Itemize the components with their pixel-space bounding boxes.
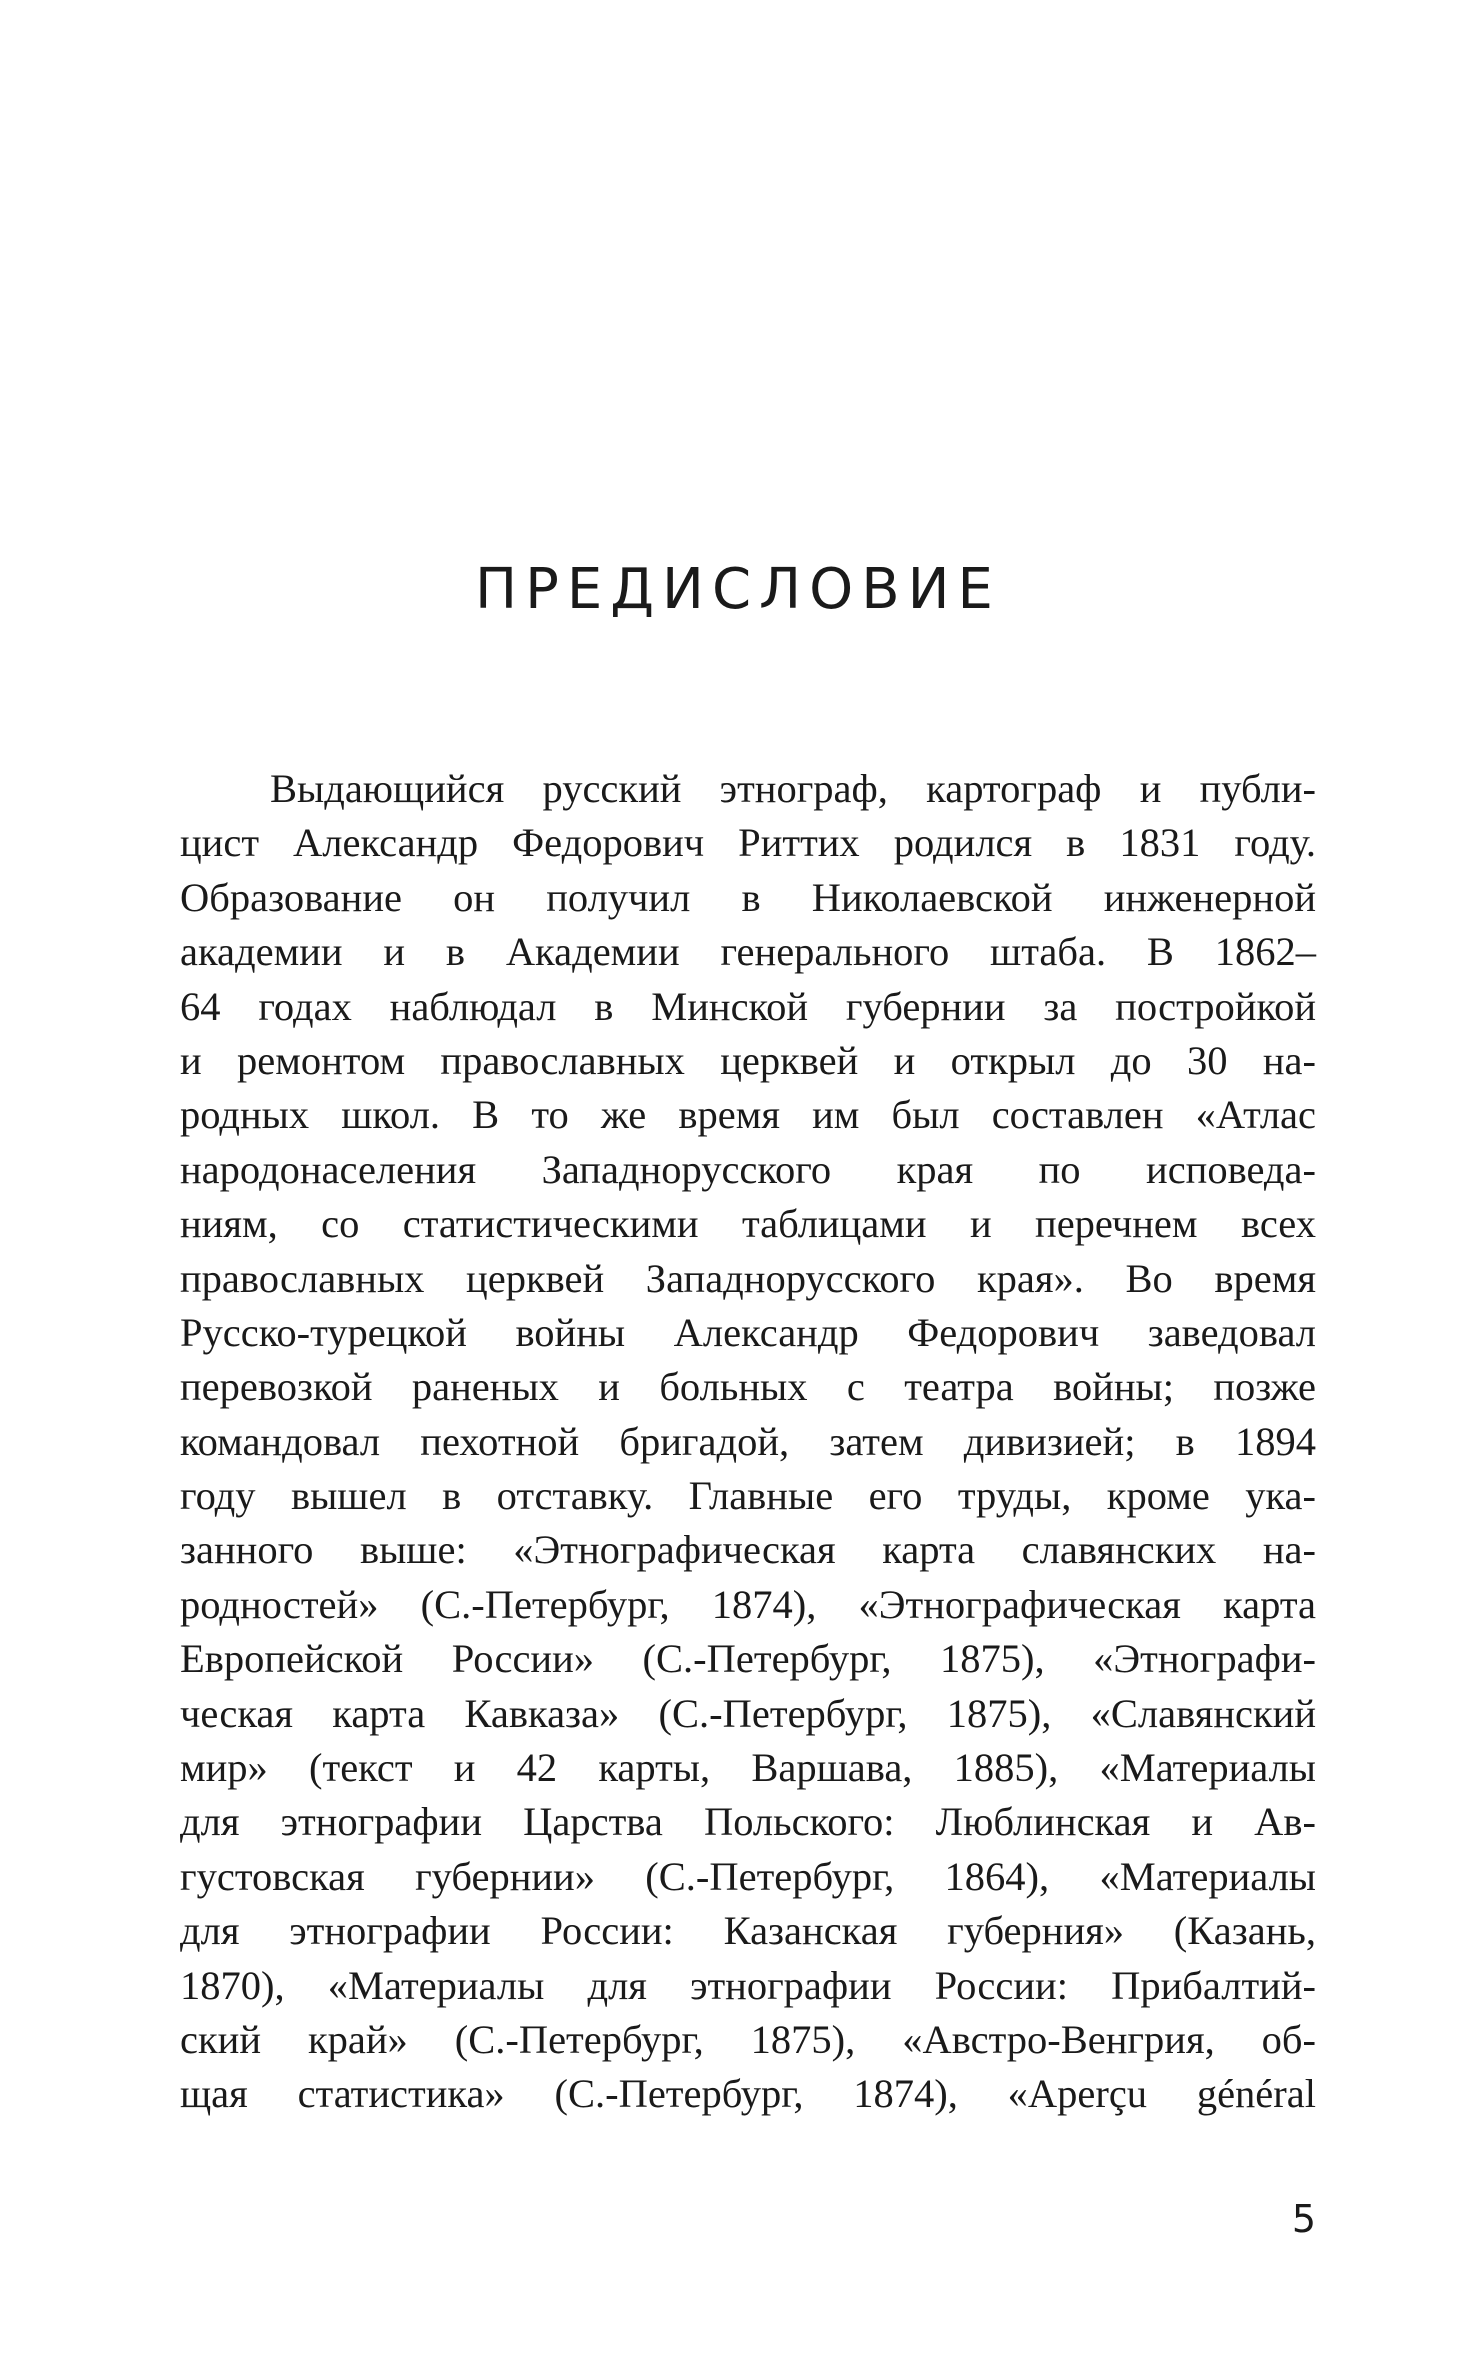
- text-line: Образование он получил в Николаевской инженерной: [180, 874, 1316, 920]
- text-line: 64 годах наблюдал в Минской губернии за постройкой: [180, 983, 1316, 1029]
- text-line: ческая карта Кавказа» (С.-Петербург, 1875), «Славянский: [180, 1690, 1316, 1736]
- text-line: для этнографии Царства Польского: Люблинская и Ав-: [180, 1799, 1316, 1845]
- text-line: мир» (текст и 42 карты, Варшава, 1885), «Материалы: [180, 1745, 1316, 1791]
- text-line: ниям, со статистическими таблицами и перечнем всех: [180, 1201, 1316, 1247]
- text-line: родных школ. В то же время им был составлен «Атлас: [180, 1092, 1316, 1138]
- text-line: году вышел в отставку. Главные его труды, кроме ука-: [180, 1473, 1316, 1519]
- text-line: Выдающийся русский этнограф, картограф и публи-: [270, 766, 1316, 811]
- text-line: для этнографии России: Казанская губерния» (Казань,: [180, 1908, 1316, 1954]
- text-line: 1870), «Материалы для этнографии России: Прибалтий-: [180, 1962, 1316, 2008]
- page-number: 5: [1291, 2197, 1316, 2241]
- text-line: Европейской России» (С.-Петербург, 1875), «Этнографи-: [180, 1636, 1316, 1682]
- text-line: православных церквей Западнорусского края». Во время: [180, 1255, 1316, 1301]
- text-line: народонаселения Западнорусского края по исповеда-: [180, 1146, 1316, 1192]
- body-paragraph: [180, 762, 1316, 2122]
- text-line: щая статистика» (С.-Петербург, 1874), «Aperçu général: [180, 2071, 1316, 2117]
- text-line: густовская губернии» (С.-Петербург, 1864), «Материалы: [180, 1853, 1316, 1899]
- text-line: командовал пехотной бригадой, затем дивизией; в 1894: [180, 1418, 1316, 1464]
- text-line: и ремонтом православных церквей и открыл до 30 на-: [180, 1037, 1316, 1083]
- text-line: занного выше: «Этнографическая карта славянских на-: [180, 1527, 1316, 1573]
- text-line: ский край» (С.-Петербург, 1875), «Австро-Венгрия, об-: [180, 2016, 1316, 2062]
- text-line: родностей» (С.-Петербург, 1874), «Этнографическая карта: [180, 1581, 1316, 1627]
- text-line: академии и в Академии генерального штаба. В 1862–: [180, 929, 1316, 975]
- chapter-heading: ПРЕДИСЛОВИЕ: [475, 557, 1001, 622]
- text-line: перевозкой раненых и больных с театра войны; позже: [180, 1364, 1316, 1410]
- text-line: цист Александр Федорович Риттих родился в 1831 году.: [180, 820, 1316, 866]
- text-line: Русско-турецкой войны Александр Федорович заведовал: [180, 1309, 1316, 1355]
